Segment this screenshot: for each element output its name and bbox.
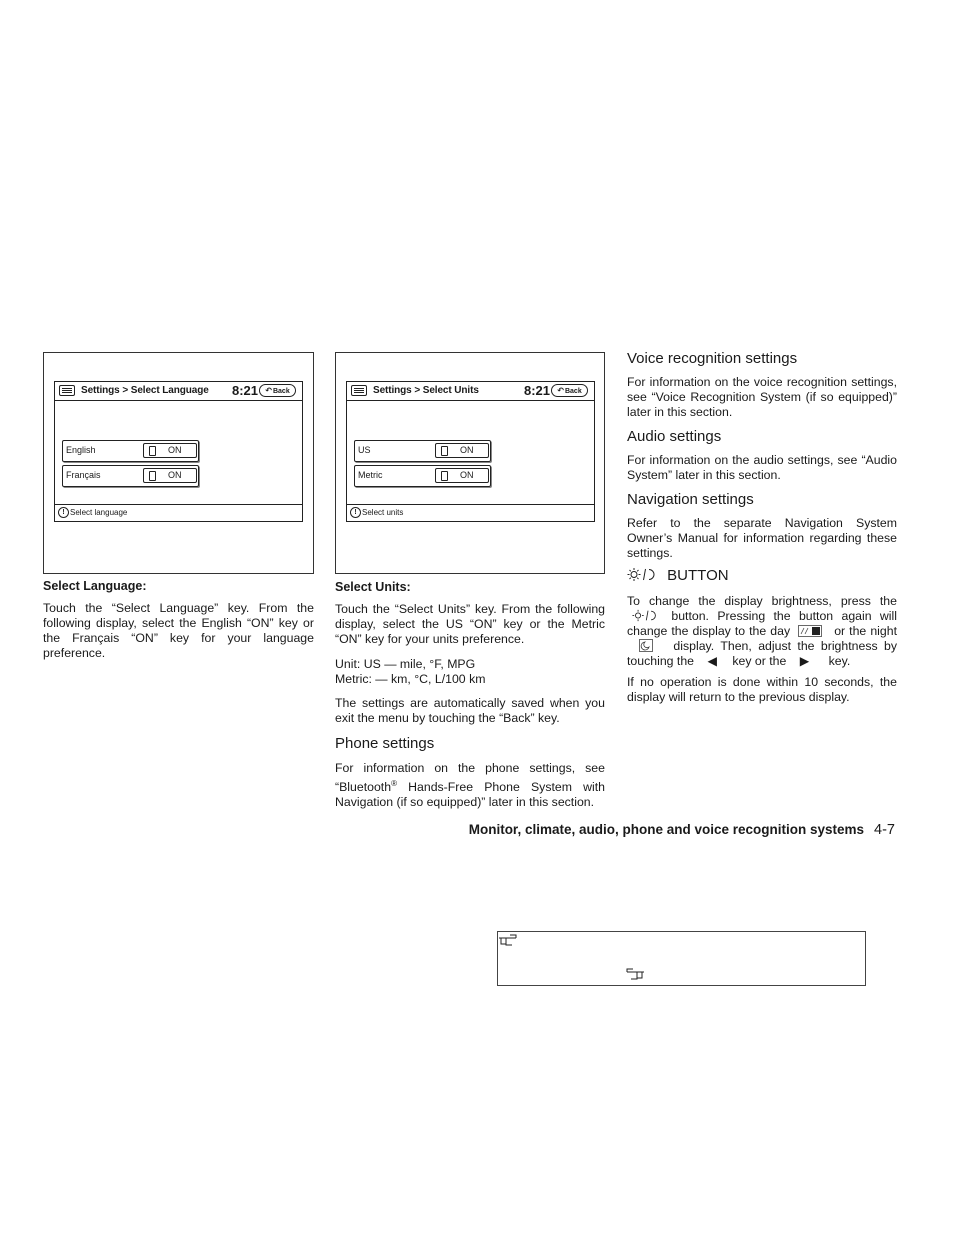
paragraph-voice-recognition: For information on the voice recognition settings, see “Voice Recognition System (if so equipped)” later in this section.: [627, 375, 897, 419]
row-label: Metric: [358, 470, 383, 480]
right-triangle-icon: ▶: [799, 654, 810, 668]
caption-select-language: Select Language:: [43, 579, 147, 593]
indicator-icon: [149, 446, 156, 456]
figure-select-language: [43, 352, 314, 574]
day-mode-icon: [798, 625, 822, 637]
paragraph-phone-settings: For information on the phone settings, see “Bluetooth® Hands-Free Phone System with Navigation (if so equipped)” later in this section.: [335, 761, 605, 810]
screen-header: [347, 382, 594, 401]
info-icon: !: [58, 507, 69, 518]
figure-select-units: [335, 352, 605, 574]
caption-select-units: Select Units:: [335, 580, 411, 594]
language-row-english[interactable]: [62, 440, 199, 462]
metric-on-key[interactable]: ON: [435, 468, 489, 483]
footer-section-title: Monitor, climate, audio, phone and voice recognition systems: [468, 822, 865, 837]
screen-title: Settings > Select Language: [81, 385, 209, 396]
screen-select-language: [54, 381, 303, 522]
language-row-francais[interactable]: [62, 465, 199, 487]
left-triangle-icon: ◀: [707, 654, 717, 668]
row-label: Français: [66, 470, 101, 480]
indicator-icon: [441, 471, 448, 481]
heading-audio-settings: Audio settings: [627, 428, 722, 445]
back-arrow-icon: ↶: [557, 386, 564, 395]
pointing-hand-icon: [498, 934, 518, 946]
paragraph-select-units: Touch the “Select Units” key. From the following display, select the US “ON” key or the Metric “ON” key for your units preference.: [335, 602, 605, 646]
back-arrow-icon: ↶: [265, 386, 272, 395]
paragraph-navigation-settings: Refer to the separate Navigation System Owner’s Manual for information regarding these settings.: [627, 516, 897, 560]
row-label: US: [358, 445, 371, 455]
english-on-key[interactable]: ON: [143, 443, 197, 458]
menu-icon: [351, 385, 367, 396]
back-button[interactable]: ↶Back: [259, 384, 296, 397]
unit-us-line: Unit: US — mile, °F, MPG: [335, 657, 476, 671]
row-label: English: [66, 445, 96, 455]
indicator-icon: [441, 446, 448, 456]
paragraph-brightness: To change the display brightness, press the button. Pressing the button again will change the display to the day or the night display. Then, adjust the brightness by touching the ◀ key or the ▶ key.: [627, 594, 898, 668]
page-number: 4-7: [874, 822, 895, 838]
info-icon: !: [350, 507, 361, 518]
menu-icon: [59, 385, 75, 396]
screen-header: [55, 382, 302, 401]
units-row-metric[interactable]: [354, 465, 491, 487]
francais-on-key[interactable]: ON: [143, 468, 197, 483]
heading-voice-recognition: Voice recognition settings: [627, 350, 798, 367]
paragraph-audio-settings: For information on the audio settings, see “Audio System” later in this section.: [627, 453, 897, 482]
paragraph-auto-save: The settings are automatically saved when you exit the menu by touching the “Back” key.: [335, 696, 605, 725]
paragraph-timeout: If no operation is done within 10 seconds, the display will return to the previous display.: [627, 675, 897, 704]
page-footer: [469, 822, 895, 838]
screen-title: Settings > Select Units: [373, 385, 479, 396]
screen-clock: 8:21: [524, 383, 551, 398]
heading-navigation-settings: Navigation settings: [627, 491, 754, 508]
screen-select-units: [346, 381, 595, 522]
back-button[interactable]: ↶Back: [551, 384, 588, 397]
indicator-icon: [149, 471, 156, 481]
us-on-key[interactable]: ON: [435, 443, 489, 458]
screen-clock: 8:21: [232, 383, 259, 398]
status-text: Select units: [362, 508, 404, 517]
heading-brightness-button: BUTTON: [627, 567, 729, 584]
note-box: [497, 931, 866, 986]
status-text: Select language: [70, 508, 128, 517]
units-row-us[interactable]: [354, 440, 491, 462]
sun-moon-icon: [627, 567, 657, 582]
heading-phone-settings: Phone settings: [335, 735, 435, 752]
unit-metric-line: Metric: — km, °C, L/100 km: [335, 672, 486, 686]
status-bar: [347, 504, 594, 521]
sun-moon-icon: [631, 609, 659, 622]
paragraph-select-language: Touch the “Select Language” key. From the following display, select the English “ON” key or the Français “ON” key for your language preference.: [43, 601, 314, 660]
status-bar: [55, 504, 302, 521]
night-mode-icon: [639, 639, 653, 652]
pointing-hand-icon: [625, 968, 645, 980]
